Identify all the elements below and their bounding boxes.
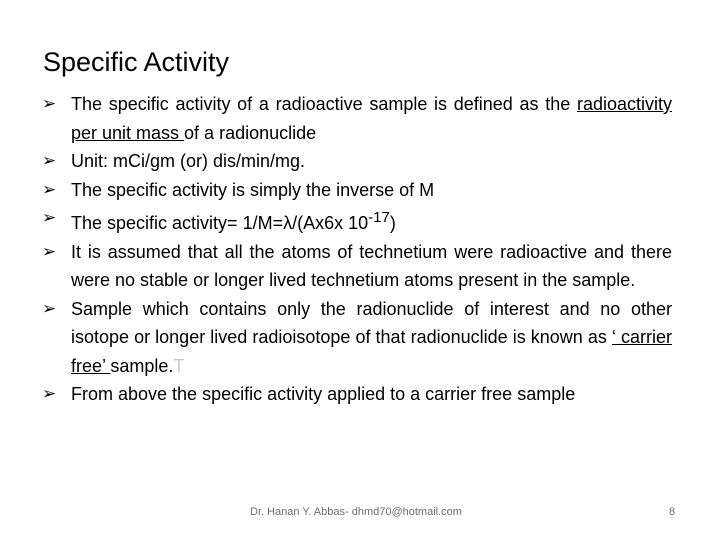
- arrow-bullet-icon: ➢: [42, 298, 57, 319]
- arrow-bullet-icon: ➢: [42, 241, 57, 262]
- page-number: 8: [669, 506, 676, 518]
- bullet-assumption: [42, 238, 672, 295]
- bullet-inverse: [42, 176, 672, 205]
- bullet-text: It is assumed that all the atoms of technetium were radioactive and there were no stable or longer lived technetium atoms present in the sample.: [71, 241, 672, 290]
- arrow-bullet-icon: ➢: [42, 208, 57, 228]
- bullet-definition: [42, 90, 672, 147]
- formula-exponent: -17: [368, 209, 390, 226]
- faint-letter: T: [173, 355, 185, 376]
- bullet-carrier-free: [42, 295, 672, 381]
- bullet-text: sample.: [110, 355, 174, 376]
- underlined-phrase: ‘ carrier free’: [71, 327, 672, 376]
- bullet-text: Unit: mCi/gm (or) dis/min/mg.: [71, 151, 306, 171]
- footer-author: Dr. Hanan Y. Abbas- dhmd70@hotmail.com: [250, 506, 462, 518]
- arrow-bullet-icon: ➢: [42, 94, 57, 114]
- bullet-list: [42, 90, 672, 409]
- bullet-application: [42, 380, 672, 409]
- bullet-unit: [42, 147, 672, 176]
- arrow-bullet-icon: ➢: [42, 151, 57, 171]
- formula-suffix: ): [389, 213, 396, 233]
- arrow-bullet-icon: ➢: [42, 384, 57, 404]
- bullet-text: Sample which contains only the radionuclide of interest and no other isotope or longer lived radioisotope of that radionuclide is known as: [71, 298, 672, 347]
- bullet-formula: [42, 204, 672, 238]
- underlined-phrase: radioactivity per unit mass: [71, 94, 672, 143]
- slide-title: Specific Activity: [43, 47, 230, 77]
- arrow-bullet-icon: ➢: [42, 179, 57, 200]
- bullet-text: The specific activity is simply the inverse of M: [71, 179, 435, 200]
- formula-text: The specific activity= 1/M=λ/(Ax6x 10: [71, 213, 369, 233]
- bullet-text: The specific activity of a radioactive sample is defined as the: [71, 94, 577, 114]
- bullet-text: of a radionuclide: [184, 122, 317, 143]
- bullet-text: From above the specific activity applied to a carrier free sample: [71, 384, 576, 404]
